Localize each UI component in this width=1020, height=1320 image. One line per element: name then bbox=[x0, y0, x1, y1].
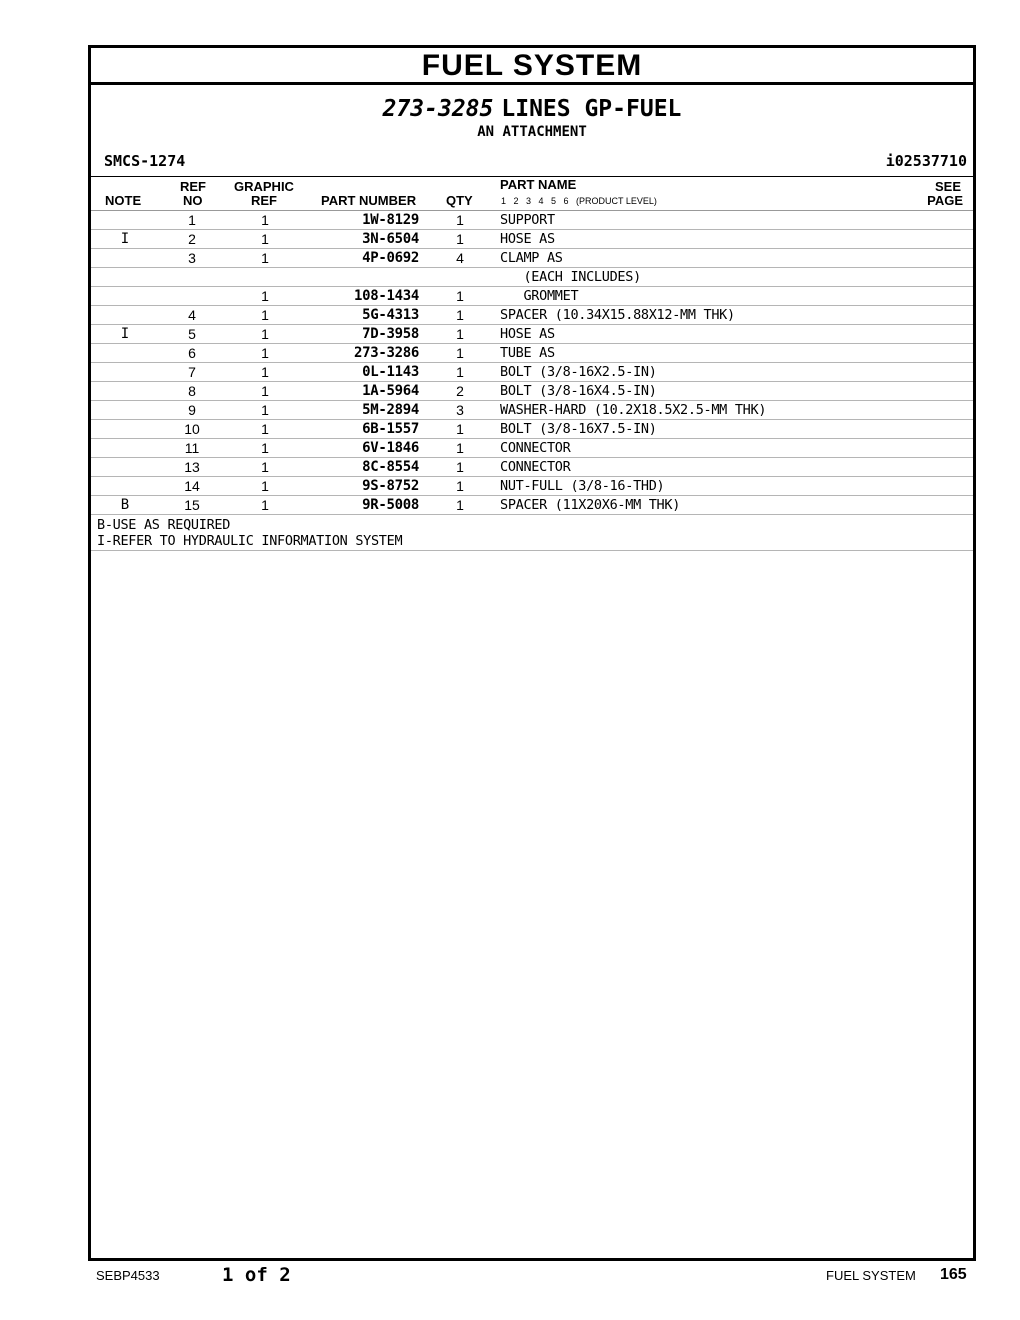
row-qty: 1 bbox=[456, 231, 464, 247]
table-row bbox=[91, 287, 973, 306]
row-graphic-ref: 1 bbox=[261, 478, 269, 494]
header-graphic-1: GRAPHIC bbox=[234, 179, 294, 194]
table-row bbox=[91, 211, 973, 230]
row-part-number: 108-1434 bbox=[353, 288, 419, 304]
row-part-name: (EACH INCLUDES) bbox=[500, 269, 641, 285]
table-row bbox=[91, 496, 973, 515]
row-part-number: 6B-1557 bbox=[362, 421, 419, 437]
row-part-name: SPACER (10.34X15.88X12-MM THK) bbox=[500, 307, 735, 323]
group-number: 273-3285 bbox=[382, 96, 494, 122]
row-note: I bbox=[120, 326, 130, 342]
page-footer bbox=[0, 1264, 1020, 1288]
table-row bbox=[91, 230, 973, 249]
row-part-number: 9R-5008 bbox=[362, 497, 419, 513]
row-graphic-ref: 1 bbox=[261, 440, 269, 456]
parts-table-body bbox=[91, 211, 973, 515]
row-qty: 1 bbox=[456, 326, 464, 342]
row-ref-no: 4 bbox=[188, 307, 196, 323]
row-ref-no: 10 bbox=[184, 421, 200, 437]
row-qty: 1 bbox=[456, 440, 464, 456]
row-graphic-ref: 1 bbox=[261, 421, 269, 437]
row-part-name: TUBE AS bbox=[500, 345, 555, 361]
row-part-name: SUPPORT bbox=[500, 212, 555, 228]
meta-row bbox=[91, 152, 973, 172]
group-subtitle: AN ATTACHMENT bbox=[477, 124, 587, 140]
row-graphic-ref: 1 bbox=[261, 326, 269, 342]
header-part-name: PART NAME bbox=[500, 177, 577, 192]
header-see-1: SEE bbox=[934, 179, 961, 194]
row-qty: 1 bbox=[456, 364, 464, 380]
section-title: FUEL SYSTEM bbox=[91, 48, 973, 85]
row-ref-no: 5 bbox=[188, 326, 196, 342]
row-qty: 1 bbox=[456, 212, 464, 228]
notes-block bbox=[91, 515, 973, 551]
table-row bbox=[91, 382, 973, 401]
group-name: LINES GP-FUEL bbox=[501, 96, 682, 122]
row-graphic-ref: 1 bbox=[261, 288, 269, 304]
row-part-name: WASHER-HARD (10.2X18.5X2.5-MM THK) bbox=[500, 402, 767, 418]
row-part-number: 6V-1846 bbox=[362, 440, 419, 456]
table-row bbox=[91, 401, 973, 420]
row-qty: 3 bbox=[456, 402, 464, 418]
row-ref-no: 6 bbox=[188, 345, 196, 361]
note-line: I-REFER TO HYDRAULIC INFORMATION SYSTEM bbox=[97, 533, 403, 549]
row-qty: 1 bbox=[456, 345, 464, 361]
row-ref-no: 11 bbox=[184, 440, 200, 456]
row-graphic-ref: 1 bbox=[261, 231, 269, 247]
row-qty: 1 bbox=[456, 459, 464, 475]
row-ref-no: 13 bbox=[184, 459, 200, 475]
row-part-name: CLAMP AS bbox=[500, 250, 563, 266]
row-part-name: GROMMET bbox=[500, 288, 579, 304]
header-ref-2: NO bbox=[183, 193, 203, 208]
row-ref-no: 15 bbox=[184, 497, 200, 513]
row-graphic-ref: 1 bbox=[261, 383, 269, 399]
row-graphic-ref: 1 bbox=[261, 459, 269, 475]
row-part-number: 7D-3958 bbox=[362, 326, 419, 342]
row-part-name: CONNECTOR bbox=[500, 459, 571, 475]
parts-page-frame bbox=[88, 45, 976, 1261]
row-graphic-ref: 1 bbox=[261, 250, 269, 266]
footer-doc-id: SEBP4533 bbox=[96, 1268, 160, 1283]
header-part-number: PART NUMBER bbox=[321, 193, 417, 208]
table-row bbox=[91, 306, 973, 325]
group-heading bbox=[91, 95, 973, 123]
row-part-name: BOLT (3/8-16X7.5-IN) bbox=[500, 421, 657, 437]
note-line: B-USE AS REQUIRED bbox=[97, 517, 231, 533]
table-row bbox=[91, 363, 973, 382]
row-ref-no: 2 bbox=[188, 231, 196, 247]
footer-page-of: 1 of 2 bbox=[222, 1264, 291, 1286]
row-graphic-ref: 1 bbox=[261, 402, 269, 418]
row-note: B bbox=[120, 497, 130, 513]
row-part-name: SPACER (11X20X6-MM THK) bbox=[500, 497, 681, 513]
row-ref-no: 3 bbox=[188, 250, 196, 266]
row-part-number: 1A-5964 bbox=[362, 383, 419, 399]
row-part-number: 5G-4313 bbox=[362, 307, 419, 323]
row-part-number: 4P-0692 bbox=[362, 250, 419, 266]
row-ref-no: 9 bbox=[188, 402, 196, 418]
table-row bbox=[91, 458, 973, 477]
header-qty: QTY bbox=[446, 193, 473, 208]
row-part-name: HOSE AS bbox=[500, 231, 555, 247]
row-part-number: 9S-8752 bbox=[362, 478, 419, 494]
row-graphic-ref: 1 bbox=[261, 364, 269, 380]
row-note: I bbox=[120, 231, 130, 247]
row-qty: 4 bbox=[456, 250, 464, 266]
row-ref-no: 1 bbox=[188, 212, 196, 228]
row-part-name: HOSE AS bbox=[500, 326, 555, 342]
row-qty: 1 bbox=[456, 288, 464, 304]
header-note: NOTE bbox=[105, 193, 142, 208]
illustration-id: i02537710 bbox=[885, 152, 967, 170]
row-graphic-ref: 1 bbox=[261, 307, 269, 323]
table-row bbox=[91, 268, 973, 287]
row-part-number: 1W-8129 bbox=[362, 212, 419, 228]
row-ref-no: 8 bbox=[188, 383, 196, 399]
row-qty: 1 bbox=[456, 307, 464, 323]
footer-page-number: 165 bbox=[940, 1266, 967, 1283]
header-ref-1: REF bbox=[180, 179, 206, 194]
row-part-name: BOLT (3/8-16X4.5-IN) bbox=[500, 383, 657, 399]
row-part-name: CONNECTOR bbox=[500, 440, 571, 456]
header-graphic-2: REF bbox=[251, 193, 277, 208]
row-part-number: 0L-1143 bbox=[362, 364, 419, 380]
table-row bbox=[91, 477, 973, 496]
table-header bbox=[91, 176, 973, 211]
row-graphic-ref: 1 bbox=[261, 212, 269, 228]
header-product-levels: 1 2 3 4 5 6 (PRODUCT LEVEL) bbox=[501, 196, 657, 206]
row-part-number: 273-3286 bbox=[353, 345, 419, 361]
row-qty: 1 bbox=[456, 497, 464, 513]
row-part-number: 5M-2894 bbox=[362, 402, 419, 418]
table-row bbox=[91, 249, 973, 268]
row-ref-no: 7 bbox=[188, 364, 196, 380]
row-qty: 1 bbox=[456, 478, 464, 494]
row-ref-no: 14 bbox=[184, 478, 200, 494]
table-row bbox=[91, 325, 973, 344]
footer-section: FUEL SYSTEM bbox=[826, 1268, 916, 1283]
row-qty: 2 bbox=[456, 383, 464, 399]
row-graphic-ref: 1 bbox=[261, 345, 269, 361]
row-graphic-ref: 1 bbox=[261, 497, 269, 513]
smcs-code: SMCS-1274 bbox=[104, 152, 186, 170]
row-qty: 1 bbox=[456, 421, 464, 437]
table-row bbox=[91, 344, 973, 363]
row-part-name: BOLT (3/8-16X2.5-IN) bbox=[500, 364, 657, 380]
row-part-number: 3N-6504 bbox=[362, 231, 419, 247]
row-part-name: NUT-FULL (3/8-16-THD) bbox=[500, 478, 665, 494]
header-see-2: PAGE bbox=[927, 193, 963, 208]
table-row bbox=[91, 420, 973, 439]
row-part-number: 8C-8554 bbox=[362, 459, 419, 475]
table-row bbox=[91, 439, 973, 458]
